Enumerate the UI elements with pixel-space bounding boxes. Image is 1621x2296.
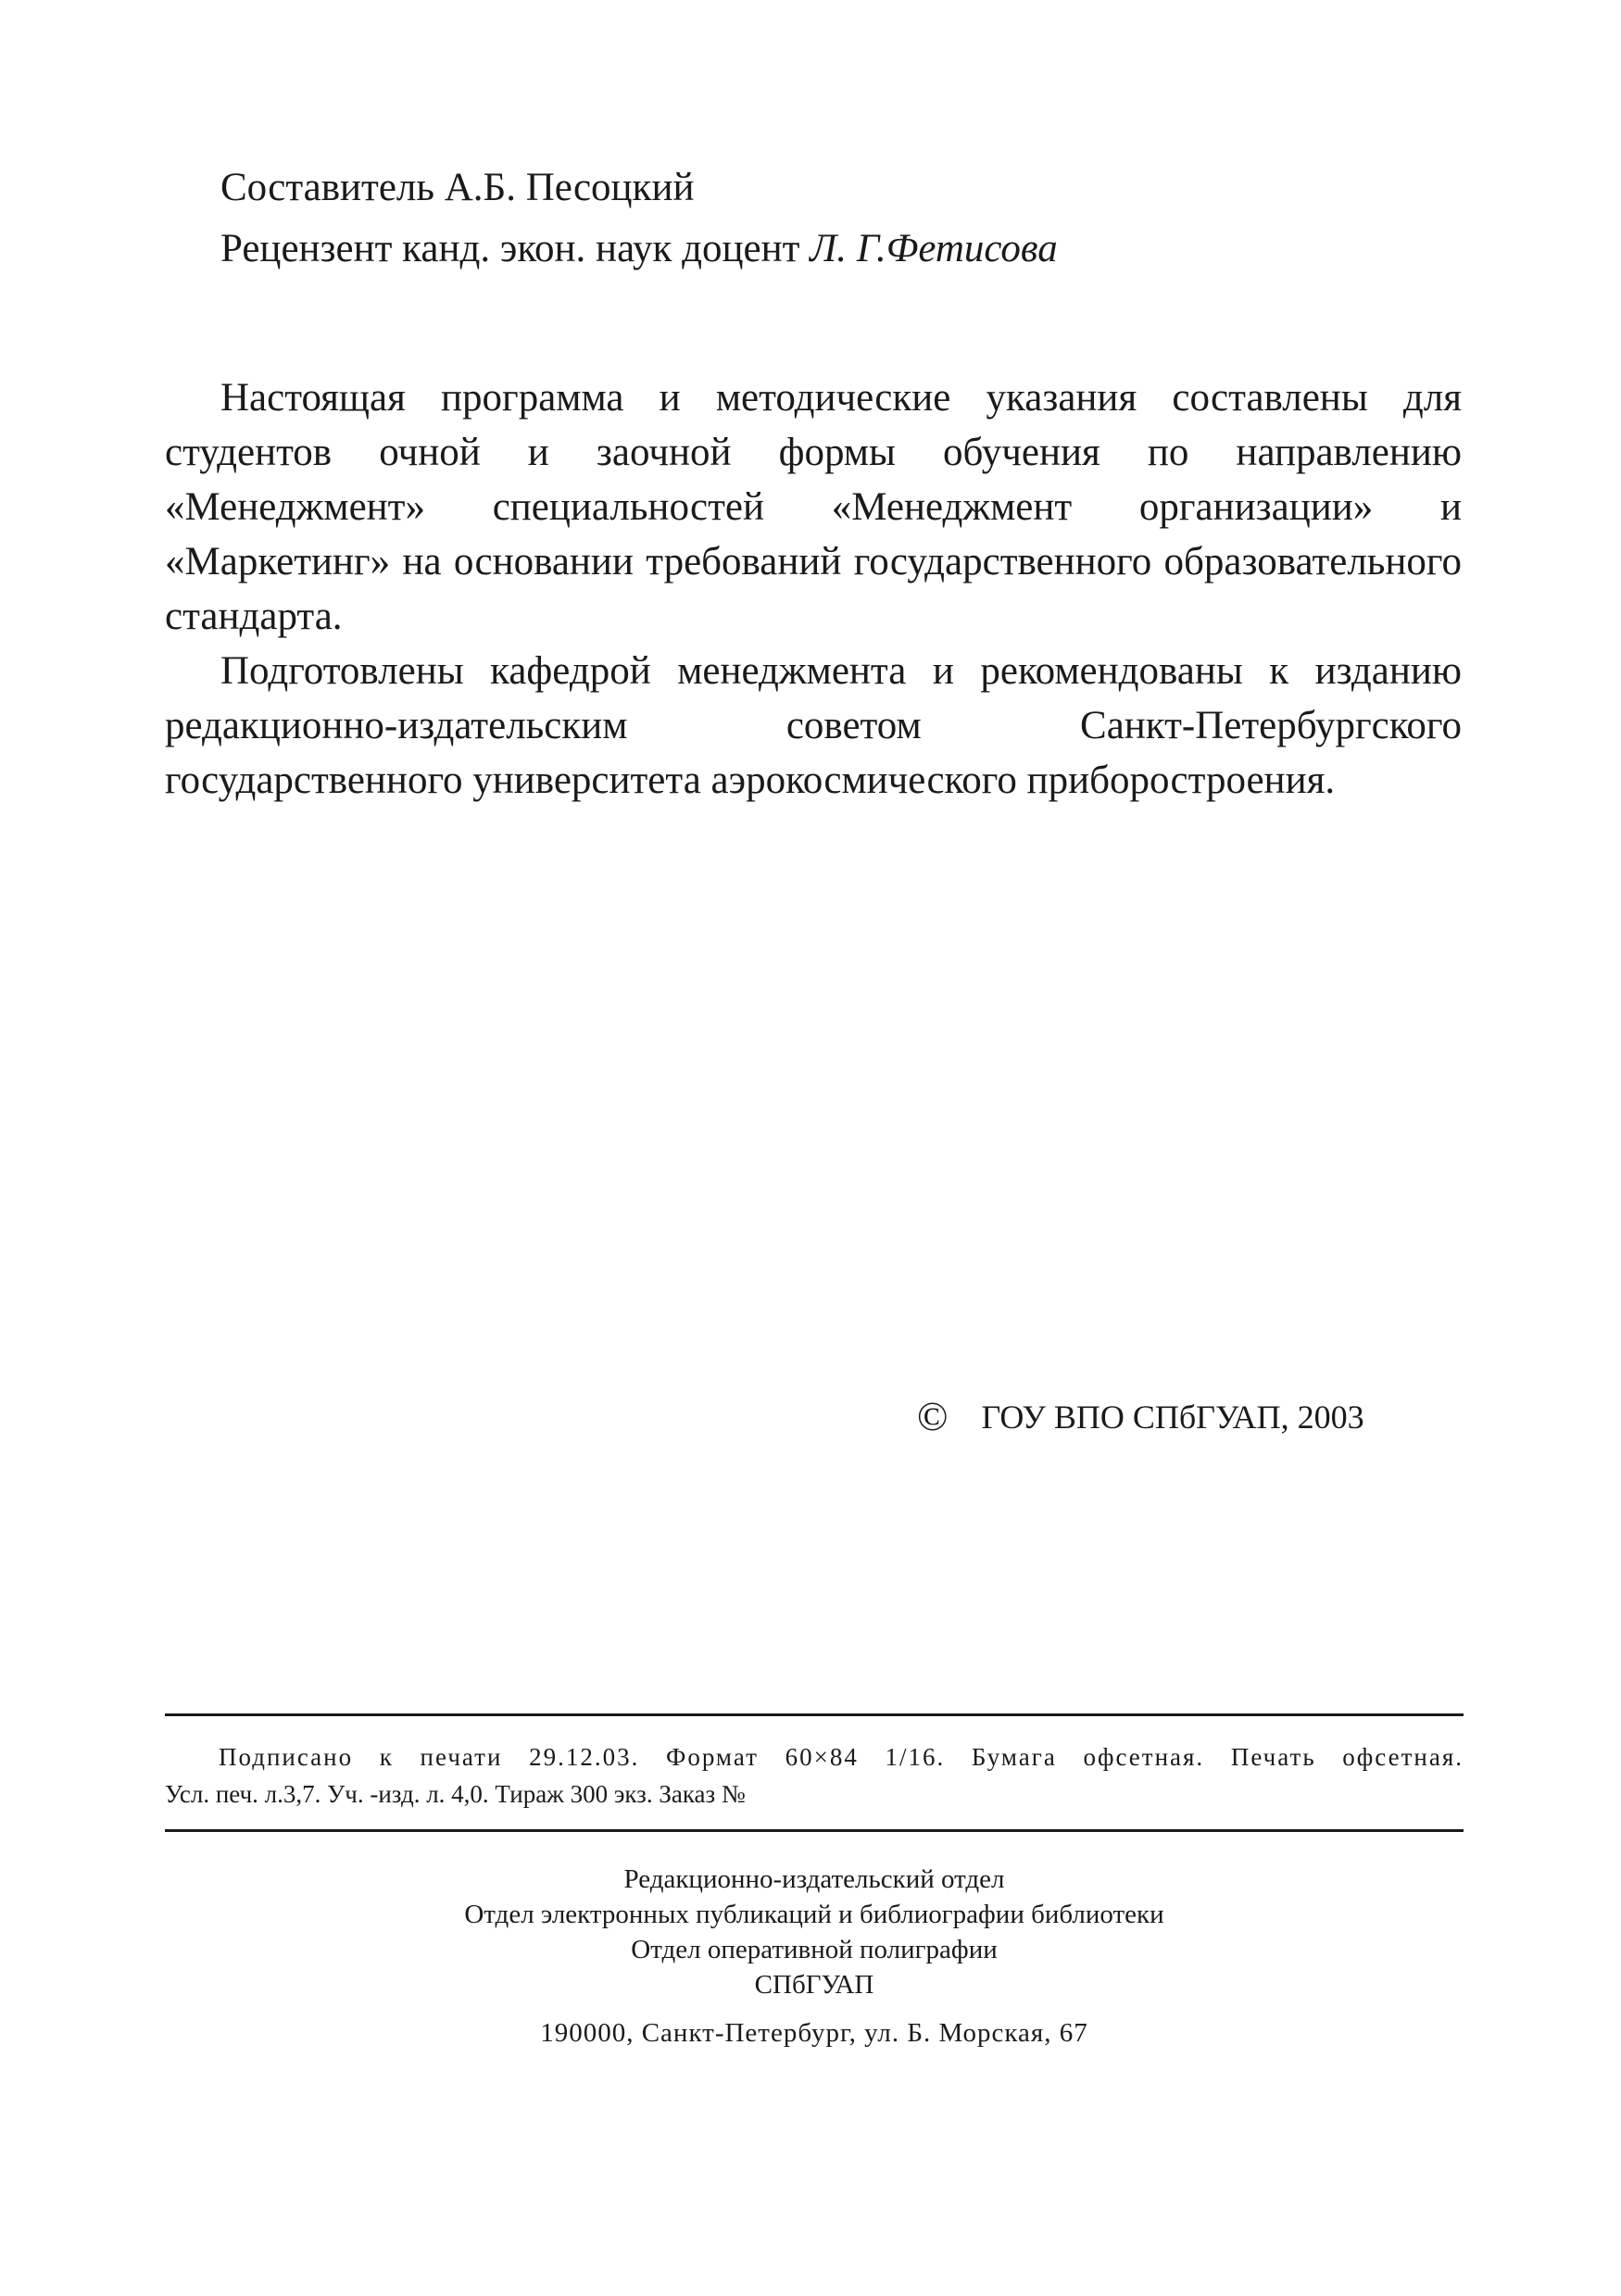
copyright-icon: © — [917, 1394, 949, 1439]
imprint-line-1: Подписано к печати 29.12.03. Формат 60×84 1/16. Бумага офсетная. Печать офсетная. — [219, 1743, 1464, 1771]
intro-paragraph-1: Настоящая программа и методические указания составлены для студентов очной и заочной формы обучения по направлению «Менеджмент» специальностей «Менеджмент организации» и «Маркетинг» на основании требований государственного образовательного стандарта. — [165, 376, 1462, 638]
publisher-dept-1: Редакционно-издательский отдел — [623, 1864, 1005, 1894]
reviewer-prefix: Рецензент канд. экон. наук доцент — [220, 227, 800, 270]
publisher-org: СПбГУАП — [754, 1970, 874, 2000]
intro-paragraph-2: Подготовлены кафедрой менеджмента и рекомендованы к изданию редакционно-издательским советом Санкт-Петербургского государственного университета аэрокосмического приборостроения. — [165, 649, 1462, 802]
publisher-dept-3: Отдел оперативной полиграфии — [631, 1935, 998, 1964]
imprint-bottom-rule — [165, 1829, 1464, 1832]
copyright-text: ГОУ ВПО СПбГУАП, 2003 — [981, 1399, 1364, 1436]
reviewer-line — [220, 219, 1058, 280]
intro-text — [165, 370, 1462, 808]
publisher-block — [165, 1862, 1464, 2051]
reviewer-name: Л. Г.Фетисова — [810, 227, 1058, 270]
imprint-line-2: Усл. печ. л.3,7. Уч. -изд. л. 4,0. Тираж 300 экз. Заказ № — [165, 1780, 746, 1808]
publisher-dept-2: Отдел электронных публикаций и библиографии библиотеки — [464, 1900, 1164, 1929]
copyright-notice — [917, 1394, 1364, 1439]
compiler-line: Составитель А.Б. Песоцкий — [220, 166, 695, 209]
credits-block — [220, 157, 1058, 280]
imprint-top-rule — [165, 1713, 1464, 1716]
imprint-block — [165, 1738, 1464, 1813]
publisher-address: 190000, Санкт-Петербург, ул. Б. Морская, 67 — [540, 2018, 1088, 2048]
